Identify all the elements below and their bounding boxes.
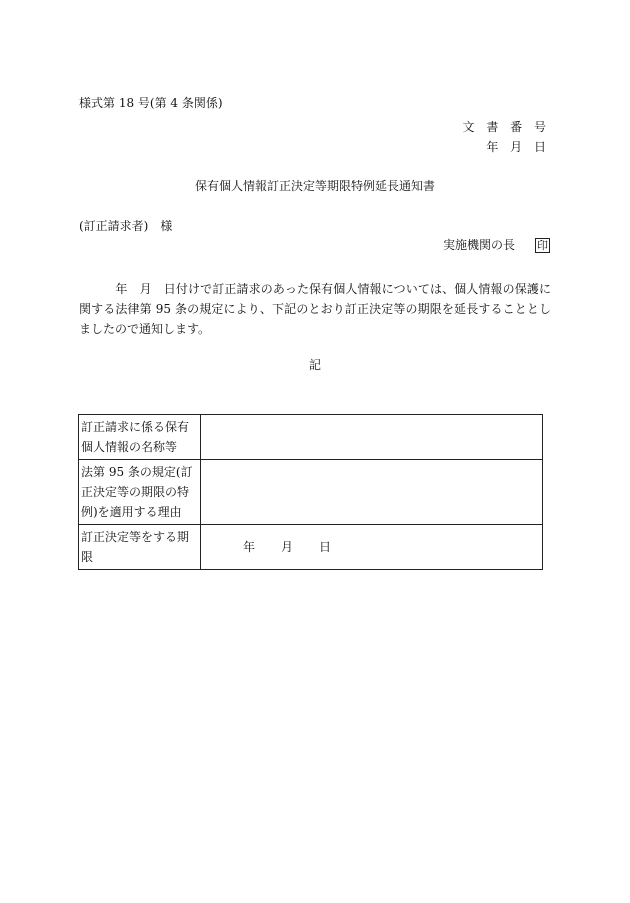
- row-value-deadline: [201, 525, 543, 570]
- seal-mark: 印: [537, 239, 548, 252]
- ki-heading: 記: [308, 358, 321, 372]
- row-value-info-name: [201, 415, 543, 460]
- body-paragraph: 年 月 日付けで訂正請求のあった保有個人情報については、個人情報の保護に関する法律第 95 条の規定により、下記のとおり訂正決定等の期限を延長することとしましたので通知します。: [79, 282, 551, 336]
- sender-block: [443, 238, 550, 253]
- table-row: [79, 415, 543, 460]
- form-number: 様式第 18 号(第 4 条関係): [79, 96, 223, 110]
- table-row: [79, 525, 543, 570]
- row-label-deadline: 訂正決定等をする期限: [79, 525, 201, 570]
- addressee: (訂正請求者) 様: [79, 219, 173, 233]
- deadline-year: 年: [243, 540, 256, 554]
- sender-name: 実施機関の長: [442, 238, 515, 252]
- deadline-month: 月: [281, 540, 294, 554]
- document-number-label: 文 書 番 号: [462, 120, 550, 134]
- deadline-day: 日: [319, 540, 332, 554]
- details-table: [78, 414, 543, 570]
- document-title: 保有個人情報訂正決定等期限特例延長通知書: [194, 179, 435, 193]
- row-label-info-name: 訂正請求に係る保有個人情報の名称等: [79, 415, 201, 460]
- table-row: [79, 460, 543, 525]
- row-value-reason: [201, 460, 543, 525]
- row-label-reason: 法第 95 条の規定(訂正決定等の期限の特例)を適用する理由: [79, 460, 201, 525]
- date-label: 年 月 日: [486, 140, 550, 154]
